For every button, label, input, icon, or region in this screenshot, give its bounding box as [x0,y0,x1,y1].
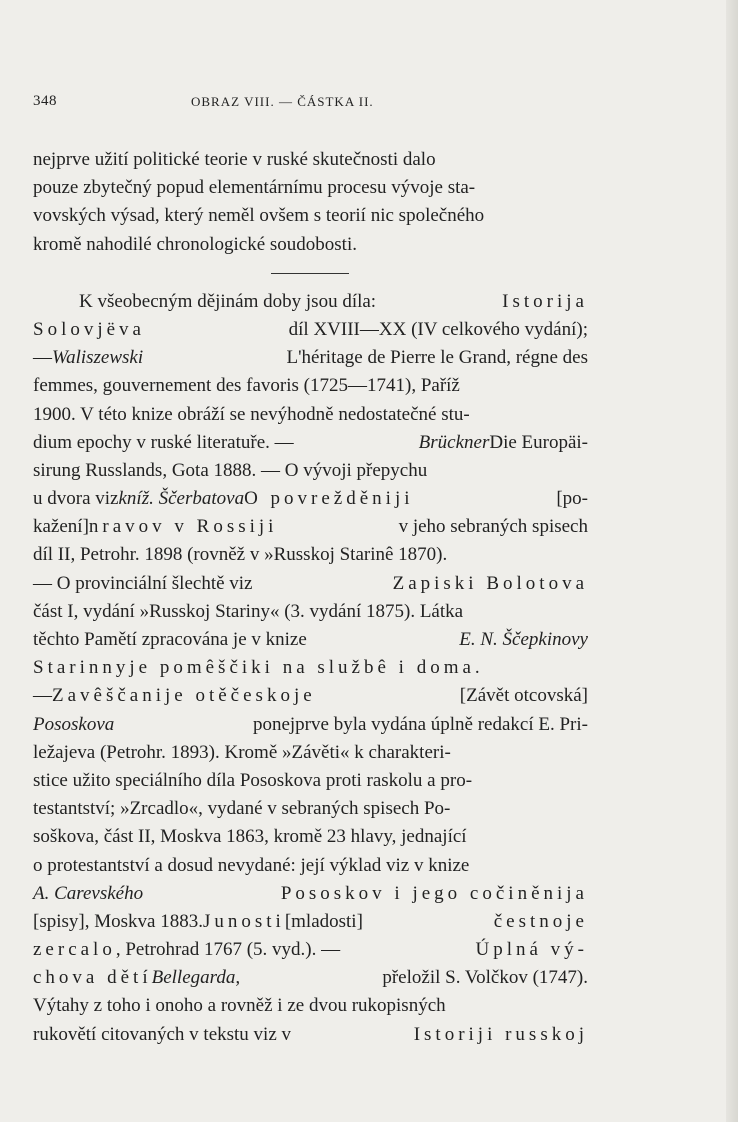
text-line: A. Carevského Pososkov i jego cočiněnija [33,882,588,904]
text-line: K všeobecným dějinám doby jsou díla: Istorija [79,290,588,312]
page-number: 348 [33,93,57,109]
paragraph-2 [33,288,588,1049]
text-line: rukovětí citovaných v tekstu viz v Istoriji russkoj [33,1023,588,1045]
text-line: vovských výsad, který neměl ovšem s teorií nic společného [33,205,485,227]
text-line: chova dětíBellegarda, přeložil S. Volčkov (1747). [33,967,588,989]
text-line: — O provinciální šlechtě viz Zapiski Bolotova [33,572,588,594]
section-divider [271,273,349,274]
text-line: testantství; »Zrcadlo«, vydané v sebraných spisech Po- [33,798,451,820]
page-edge [726,0,738,1122]
text-line: díl II, Petrohr. 1898 (rovněž v »Russkoj Starinê 1870). [33,544,448,566]
text-line: u dvora vizkníž. ŠčerbatovaO povrežděniji [po- [33,488,588,510]
body-text [33,146,588,1049]
text-line: ležajeva (Petrohr. 1893). Kromě »Závěti« k charakteri- [33,741,451,763]
text-line: kažení]nravov v Rossiji v jeho sebraných spisech [33,516,588,538]
text-line: 1900. V této knize obráží se nevýhodně nedostatečné stu- [33,403,470,425]
text-line: —Waliszewski L'héritage de Pierre le Grand, régne des [33,347,588,369]
text-line: pouze zbytečný popud elementárnímu procesu vývoje sta- [33,177,476,199]
text-line: kromě nahodilé chronologické soudobosti. [33,233,357,255]
text-line: Solovjëva díl XVIII—XX (IV celkového vydání); [33,318,588,340]
text-line: o protestantství a dosud nevydané: její výklad viz v knize [33,854,470,876]
running-title: OBRAZ VIII. — ČÁSTKA II. [191,94,374,109]
text-line: Výtahy z toho i onoho a rovněž i ze dvou rukopisných [33,995,446,1017]
text-line: dium epochy v ruské literatuře. — BrücknerDie Europäi- [33,431,588,453]
text-line: část I, vydání »Russkoj Stariny« (3. vydání 1875). Látka [33,600,464,622]
text-line: femmes, gouvernement des favoris (1725—1741), Paříž [33,375,460,397]
text-line: nejprve užití politické teorie v ruské skutečnosti dalo [33,149,436,170]
text-line: Pososkova ponejprve byla vydána úplně redakcí E. Pri- [33,713,588,735]
text-line: Starinnyje pomêščiki na službê i doma. [33,657,484,679]
text-line: soškova, část II, Moskva 1863, kromě 23 hlavy, jednající [33,826,467,848]
paragraph-1 [33,146,588,259]
text-line: —Zavêščanije otěčeskoje [Závět otcovská] [33,685,588,707]
text-line: těchto Pamětí zpracována je v knize E. N. Ščepkinovy [33,629,588,650]
text-line: [spisy], Moskva 1883.Junosti[mladosti] čestnoje [33,910,588,932]
text-line: sirung Russlands, Gota 1888. — O vývoji přepychu [33,459,428,481]
text-line: zercalo, Petrohrad 1767 (5. vyd.). — Úplná vý- [33,939,588,961]
text-line: stice užito speciálního díla Pososkova proti raskolu a pro- [33,769,473,791]
